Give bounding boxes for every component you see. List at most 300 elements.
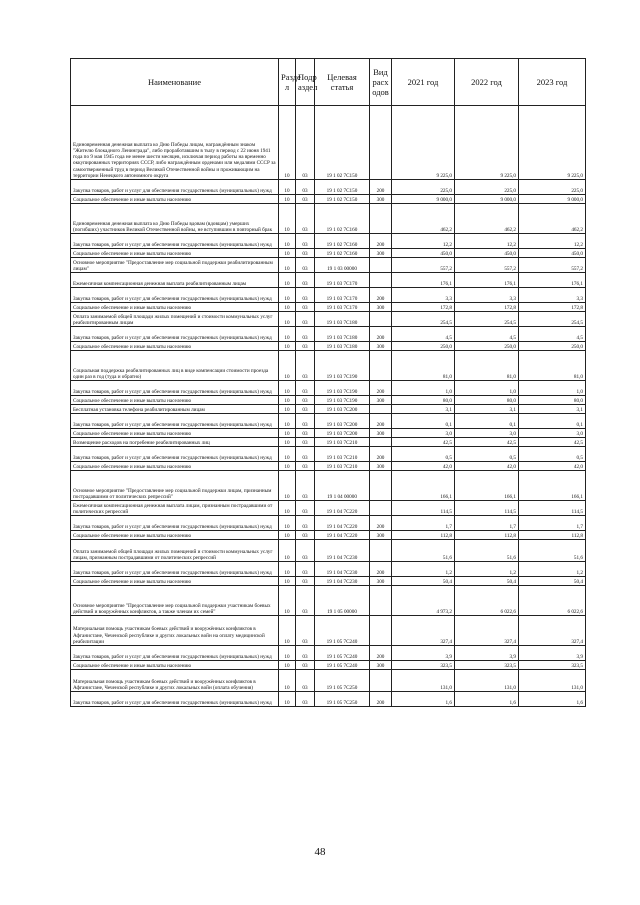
cell-article: 19 1 02 7С160 — [315, 204, 370, 234]
cell-2021: 1,0 — [392, 381, 455, 396]
cell-subsection: 03 — [296, 616, 315, 646]
header-kind: Вид расх одов — [370, 59, 392, 106]
cell-kind: 200 — [370, 414, 392, 429]
table-row — [71, 249, 586, 258]
cell-subsection: 03 — [296, 414, 315, 429]
cell-name: Закупка товаров, работ и услуг для обеспечения государственных (муниципальных) нужд — [71, 381, 279, 396]
cell-2022: 9 000,0 — [455, 195, 519, 204]
cell-name: Социальное обеспечение и иные выплаты населению — [71, 195, 279, 204]
cell-2023: 80,0 — [519, 396, 586, 405]
table-row — [71, 204, 586, 234]
cell-2023: 6 022,6 — [519, 586, 586, 616]
cell-article: 19 1 03 7С180 — [315, 327, 370, 342]
cell-subsection: 03 — [296, 234, 315, 249]
cell-subsection: 03 — [296, 327, 315, 342]
cell-section: 10 — [279, 327, 296, 342]
cell-subsection: 03 — [296, 516, 315, 531]
cell-name: Единовременная денежная выплата ко Дню Победы вдовам (вдовцам) умерших (погибших) участников Великой Отечественной войны, не вступившим в повторный брак — [71, 204, 279, 234]
page-number: 48 — [314, 846, 326, 858]
header-subsection: Подр аздел — [296, 59, 315, 106]
cell-name: Ежемесячная компенсационная денежная выплата лицам, признанным пострадавшими от политических репрессий — [71, 501, 279, 516]
cell-section: 10 — [279, 462, 296, 471]
cell-name: Социальное обеспечение и иные выплаты населению — [71, 531, 279, 540]
cell-article: 19 1 03 7С210 — [315, 462, 370, 471]
cell-section: 10 — [279, 429, 296, 438]
cell-2023: 9 225,0 — [519, 106, 586, 180]
cell-2023: 3,1 — [519, 405, 586, 414]
table-row — [71, 405, 586, 414]
cell-2022: 327,4 — [455, 616, 519, 646]
cell-section: 10 — [279, 180, 296, 195]
cell-article: 19 1 04 7С230 — [315, 562, 370, 577]
cell-2021: 327,4 — [392, 616, 455, 646]
cell-2021: 42,0 — [392, 462, 455, 471]
table-row — [71, 234, 586, 249]
cell-subsection: 03 — [296, 540, 315, 562]
cell-section: 10 — [279, 577, 296, 586]
cell-subsection: 03 — [296, 204, 315, 234]
cell-kind — [370, 106, 392, 180]
cell-section: 10 — [279, 540, 296, 562]
cell-2022: 1,7 — [455, 516, 519, 531]
table-row — [71, 414, 586, 429]
cell-section: 10 — [279, 670, 296, 692]
cell-section: 10 — [279, 273, 296, 288]
cell-section: 10 — [279, 501, 296, 516]
table-row — [71, 351, 586, 381]
cell-2021: 114,5 — [392, 501, 455, 516]
cell-2022: 166,1 — [455, 471, 519, 501]
cell-article: 19 1 05 00000 — [315, 586, 370, 616]
table-row — [71, 327, 586, 342]
cell-name: Социальное обеспечение и иные выплаты населению — [71, 303, 279, 312]
table-row — [71, 586, 586, 616]
cell-name: Основное мероприятие "Предоставление мер социальной поддержки лицам, признанным пострадавшими от политических репрессий" — [71, 471, 279, 501]
header-2023: 2023 год — [519, 59, 586, 106]
cell-subsection: 03 — [296, 180, 315, 195]
cell-subsection: 03 — [296, 661, 315, 670]
cell-section: 10 — [279, 616, 296, 646]
table-row — [71, 661, 586, 670]
cell-name: Бесплатная установка телефона реабилитированным лицам — [71, 405, 279, 414]
cell-subsection: 03 — [296, 429, 315, 438]
cell-article: 19 1 03 7С200 — [315, 414, 370, 429]
cell-2022: 42,0 — [455, 462, 519, 471]
cell-section: 10 — [279, 438, 296, 447]
cell-2022: 3,9 — [455, 646, 519, 661]
cell-subsection: 03 — [296, 562, 315, 577]
cell-2022: 51,6 — [455, 540, 519, 562]
cell-kind: 300 — [370, 462, 392, 471]
cell-section: 10 — [279, 471, 296, 501]
header-article: Целевая статья — [315, 59, 370, 106]
cell-2023: 1,7 — [519, 516, 586, 531]
cell-2023: 1,0 — [519, 381, 586, 396]
cell-section: 10 — [279, 562, 296, 577]
cell-article: 19 1 03 7С210 — [315, 438, 370, 447]
cell-2023: 225,0 — [519, 180, 586, 195]
cell-subsection: 03 — [296, 381, 315, 396]
cell-article: 19 1 03 7С180 — [315, 312, 370, 327]
cell-2022: 131,0 — [455, 670, 519, 692]
cell-2023: 327,4 — [519, 616, 586, 646]
cell-kind — [370, 471, 392, 501]
cell-article: 19 1 05 7С250 — [315, 692, 370, 707]
cell-section: 10 — [279, 106, 296, 180]
cell-name: Социальное обеспечение и иные выплаты населению — [71, 661, 279, 670]
cell-kind: 300 — [370, 249, 392, 258]
cell-subsection: 03 — [296, 405, 315, 414]
cell-2022: 3,1 — [455, 405, 519, 414]
cell-2022: 50,4 — [455, 577, 519, 586]
cell-2021: 9 000,0 — [392, 195, 455, 204]
cell-name: Социальное обеспечение и иные выплаты населению — [71, 396, 279, 405]
cell-name: Оплата занимаемой общей площади жилых помещений и стоимости коммунальных услуг лицам, признанным пострадавшими от политических репрессий — [71, 540, 279, 562]
cell-section: 10 — [279, 531, 296, 540]
cell-section: 10 — [279, 303, 296, 312]
cell-2023: 172,8 — [519, 303, 586, 312]
cell-article: 19 1 03 7С200 — [315, 405, 370, 414]
cell-2023: 0,1 — [519, 414, 586, 429]
cell-2021: 9 225,0 — [392, 106, 455, 180]
cell-2021: 3,9 — [392, 646, 455, 661]
cell-article: 19 1 03 7С190 — [315, 381, 370, 396]
cell-section: 10 — [279, 312, 296, 327]
cell-2021: 0,1 — [392, 414, 455, 429]
cell-2022: 225,0 — [455, 180, 519, 195]
cell-article: 19 1 03 00000 — [315, 258, 370, 273]
cell-subsection: 03 — [296, 501, 315, 516]
cell-name: Социальное обеспечение и иные выплаты населению — [71, 249, 279, 258]
cell-article: 19 1 05 7С250 — [315, 670, 370, 692]
cell-kind — [370, 501, 392, 516]
cell-kind: 200 — [370, 327, 392, 342]
cell-2021: 3,3 — [392, 288, 455, 303]
table-row — [71, 577, 586, 586]
cell-kind: 200 — [370, 562, 392, 577]
cell-name: Основное мероприятие "Предоставление мер социальной поддержки участникам боевых действий и вооружённых конфликтов, а также членам их семей" — [71, 586, 279, 616]
cell-2022: 4,5 — [455, 327, 519, 342]
cell-section: 10 — [279, 586, 296, 616]
cell-2022: 450,0 — [455, 249, 519, 258]
table-row — [71, 273, 586, 288]
cell-section: 10 — [279, 405, 296, 414]
table-row — [71, 670, 586, 692]
header-2021: 2021 год — [392, 59, 455, 106]
cell-2022: 6 022,6 — [455, 586, 519, 616]
table-row — [71, 312, 586, 327]
cell-kind: 300 — [370, 195, 392, 204]
cell-2022: 1,2 — [455, 562, 519, 577]
cell-2023: 323,5 — [519, 661, 586, 670]
cell-2022: 0,1 — [455, 414, 519, 429]
cell-section: 10 — [279, 342, 296, 351]
table-header-row — [71, 59, 586, 106]
cell-article: 19 1 05 7С240 — [315, 661, 370, 670]
cell-2023: 0,5 — [519, 447, 586, 462]
cell-name: Возмещение расходов на погребение реабилитированных лиц — [71, 438, 279, 447]
cell-2021: 50,4 — [392, 577, 455, 586]
cell-2022: 1,0 — [455, 381, 519, 396]
cell-subsection: 03 — [296, 303, 315, 312]
cell-article: 19 1 04 7С220 — [315, 516, 370, 531]
cell-article: 19 1 03 7С190 — [315, 351, 370, 381]
cell-subsection: 03 — [296, 312, 315, 327]
cell-section: 10 — [279, 396, 296, 405]
cell-2021: 1,2 — [392, 562, 455, 577]
cell-2022: 557,2 — [455, 258, 519, 273]
cell-name: Закупка товаров, работ и услуг для обеспечения государственных (муниципальных) нужд — [71, 414, 279, 429]
cell-2023: 557,2 — [519, 258, 586, 273]
cell-subsection: 03 — [296, 258, 315, 273]
cell-name: Закупка товаров, работ и услуг для обеспечения государственных (муниципальных) нужд — [71, 180, 279, 195]
cell-name: Основное мероприятие "Предоставление мер социальной поддержки реабилитированным лицам" — [71, 258, 279, 273]
cell-subsection: 03 — [296, 646, 315, 661]
cell-subsection: 03 — [296, 342, 315, 351]
table-row — [71, 562, 586, 577]
cell-2022: 12,2 — [455, 234, 519, 249]
table-row — [71, 288, 586, 303]
cell-2023: 3,9 — [519, 646, 586, 661]
cell-2021: 225,0 — [392, 180, 455, 195]
cell-name: Социальное обеспечение и иные выплаты населению — [71, 342, 279, 351]
table-row — [71, 692, 586, 707]
cell-article: 19 1 05 7С240 — [315, 646, 370, 661]
cell-article: 19 1 04 7С230 — [315, 540, 370, 562]
cell-section: 10 — [279, 204, 296, 234]
table-row — [71, 616, 586, 646]
cell-2022: 1,6 — [455, 692, 519, 707]
cell-subsection: 03 — [296, 106, 315, 180]
cell-2023: 131,0 — [519, 670, 586, 692]
cell-kind — [370, 540, 392, 562]
cell-kind — [370, 258, 392, 273]
cell-name: Закупка товаров, работ и услуг для обеспечения государственных (муниципальных) нужд — [71, 234, 279, 249]
cell-article: 19 1 03 7С190 — [315, 396, 370, 405]
cell-article: 19 1 02 7С160 — [315, 234, 370, 249]
cell-subsection: 03 — [296, 462, 315, 471]
cell-kind: 200 — [370, 692, 392, 707]
cell-kind: 300 — [370, 429, 392, 438]
cell-article: 19 1 03 7С210 — [315, 447, 370, 462]
table-row — [71, 646, 586, 661]
cell-name: Закупка товаров, работ и услуг для обеспечения государственных (муниципальных) нужд — [71, 327, 279, 342]
cell-subsection: 03 — [296, 586, 315, 616]
cell-subsection: 03 — [296, 438, 315, 447]
cell-subsection: 03 — [296, 577, 315, 586]
table-row — [71, 501, 586, 516]
cell-subsection: 03 — [296, 447, 315, 462]
table-row — [71, 447, 586, 462]
cell-2021: 4 973,2 — [392, 586, 455, 616]
cell-name: Социальное обеспечение и иные выплаты населению — [71, 462, 279, 471]
cell-2021: 166,1 — [392, 471, 455, 501]
table-row — [71, 396, 586, 405]
cell-2021: 176,1 — [392, 273, 455, 288]
cell-article: 19 1 03 7С170 — [315, 288, 370, 303]
cell-section: 10 — [279, 692, 296, 707]
cell-section: 10 — [279, 351, 296, 381]
cell-article: 19 1 02 7С150 — [315, 195, 370, 204]
cell-kind: 300 — [370, 661, 392, 670]
cell-name: Единовременная денежная выплата ко Дню Победы лицам, награждённым знаком "Жителю блокадного Ленинграда", либо проработавшим в тылу в период с 22 июня 1941 года по 9 мая 1945 года не менее шести месяцев, исключая период работы на временно оккупированных территориях СССР, либо награждённым орденами или медалями СССР за самоотверженный труд в период Великой Отечественной войны и проживающим на территории Ненецкого автономного округа — [71, 106, 279, 180]
table-row — [71, 471, 586, 501]
table-row — [71, 516, 586, 531]
cell-2021: 1,7 — [392, 516, 455, 531]
cell-kind: 200 — [370, 516, 392, 531]
cell-name: Закупка товаров, работ и услуг для обеспечения государственных (муниципальных) нужд — [71, 692, 279, 707]
cell-2021: 4,5 — [392, 327, 455, 342]
table-row — [71, 258, 586, 273]
header-section: Разде л — [279, 59, 296, 106]
cell-2023: 176,1 — [519, 273, 586, 288]
cell-2023: 81,0 — [519, 351, 586, 381]
cell-2023: 9 000,0 — [519, 195, 586, 204]
cell-2023: 114,5 — [519, 501, 586, 516]
cell-2021: 51,6 — [392, 540, 455, 562]
cell-section: 10 — [279, 234, 296, 249]
cell-kind: 300 — [370, 303, 392, 312]
cell-kind — [370, 586, 392, 616]
table-row — [71, 381, 586, 396]
cell-kind — [370, 312, 392, 327]
cell-section: 10 — [279, 661, 296, 670]
table-row — [71, 342, 586, 351]
cell-2021: 557,2 — [392, 258, 455, 273]
cell-kind: 300 — [370, 531, 392, 540]
cell-2022: 114,5 — [455, 501, 519, 516]
table-row — [71, 303, 586, 312]
cell-article: 19 1 05 7С240 — [315, 616, 370, 646]
cell-2021: 3,1 — [392, 405, 455, 414]
cell-kind — [370, 405, 392, 414]
cell-2021: 42,5 — [392, 438, 455, 447]
cell-kind — [370, 438, 392, 447]
cell-article: 19 1 02 7С160 — [315, 249, 370, 258]
table-row — [71, 531, 586, 540]
cell-article: 19 1 04 7С220 — [315, 501, 370, 516]
cell-kind: 200 — [370, 381, 392, 396]
cell-2021: 323,5 — [392, 661, 455, 670]
cell-name: Закупка товаров, работ и услуг для обеспечения государственных (муниципальных) нужд — [71, 562, 279, 577]
cell-name: Социальное обеспечение и иные выплаты населению — [71, 577, 279, 586]
cell-name: Закупка товаров, работ и услуг для обеспечения государственных (муниципальных) нужд — [71, 288, 279, 303]
table-row — [71, 106, 586, 180]
cell-subsection: 03 — [296, 692, 315, 707]
table-row — [71, 462, 586, 471]
budget-table — [70, 58, 586, 707]
cell-article: 19 1 04 7С230 — [315, 577, 370, 586]
cell-article: 19 1 03 7С200 — [315, 429, 370, 438]
cell-kind — [370, 670, 392, 692]
cell-kind: 200 — [370, 447, 392, 462]
cell-subsection: 03 — [296, 273, 315, 288]
cell-article: 19 1 03 7С180 — [315, 342, 370, 351]
cell-2021: 131,0 — [392, 670, 455, 692]
cell-name: Социальное обеспечение и иные выплаты населению — [71, 429, 279, 438]
cell-section: 10 — [279, 195, 296, 204]
cell-kind: 300 — [370, 577, 392, 586]
budget-table-page — [70, 58, 585, 707]
cell-2022: 462,2 — [455, 204, 519, 234]
cell-2023: 1,6 — [519, 692, 586, 707]
cell-2023: 462,2 — [519, 204, 586, 234]
cell-subsection: 03 — [296, 195, 315, 204]
cell-article: 19 1 04 00000 — [315, 471, 370, 501]
cell-2023: 250,0 — [519, 342, 586, 351]
cell-2021: 250,0 — [392, 342, 455, 351]
table-row — [71, 180, 586, 195]
cell-section: 10 — [279, 258, 296, 273]
cell-2022: 254,5 — [455, 312, 519, 327]
cell-2021: 112,8 — [392, 531, 455, 540]
cell-kind — [370, 616, 392, 646]
cell-name: Закупка товаров, работ и услуг для обеспечения государственных (муниципальных) нужд — [71, 646, 279, 661]
cell-2022: 3,0 — [455, 429, 519, 438]
cell-2022: 112,8 — [455, 531, 519, 540]
cell-2021: 450,0 — [392, 249, 455, 258]
cell-2022: 250,0 — [455, 342, 519, 351]
cell-2023: 3,0 — [519, 429, 586, 438]
cell-2022: 172,8 — [455, 303, 519, 312]
cell-2022: 81,0 — [455, 351, 519, 381]
cell-2023: 3,3 — [519, 288, 586, 303]
cell-2022: 176,1 — [455, 273, 519, 288]
cell-2022: 323,5 — [455, 661, 519, 670]
cell-name: Закупка товаров, работ и услуг для обеспечения государственных (муниципальных) нужд — [71, 447, 279, 462]
cell-kind: 200 — [370, 234, 392, 249]
cell-2022: 80,0 — [455, 396, 519, 405]
cell-subsection: 03 — [296, 288, 315, 303]
cell-2023: 166,1 — [519, 471, 586, 501]
cell-article: 19 1 02 7С150 — [315, 180, 370, 195]
cell-2023: 450,0 — [519, 249, 586, 258]
cell-2022: 3,3 — [455, 288, 519, 303]
cell-kind: 300 — [370, 396, 392, 405]
cell-subsection: 03 — [296, 351, 315, 381]
table-row — [71, 438, 586, 447]
cell-section: 10 — [279, 288, 296, 303]
cell-section: 10 — [279, 646, 296, 661]
cell-2022: 42,5 — [455, 438, 519, 447]
cell-section: 10 — [279, 516, 296, 531]
header-name: Наименование — [71, 59, 279, 106]
cell-2023: 42,5 — [519, 438, 586, 447]
table-body — [71, 106, 586, 707]
cell-subsection: 03 — [296, 249, 315, 258]
cell-2023: 50,4 — [519, 577, 586, 586]
cell-article: 19 1 03 7С170 — [315, 303, 370, 312]
cell-kind — [370, 273, 392, 288]
cell-kind: 200 — [370, 180, 392, 195]
header-2022: 2022 год — [455, 59, 519, 106]
cell-2022: 9 225,0 — [455, 106, 519, 180]
cell-article: 19 1 03 7С170 — [315, 273, 370, 288]
cell-2023: 51,6 — [519, 540, 586, 562]
cell-name: Материальная помощь участникам боевых действий и вооружённых конфликтов в Афганистане, Чеченской республике и других локальных войн на оплату медицинской реабилитации — [71, 616, 279, 646]
cell-subsection: 03 — [296, 670, 315, 692]
cell-2023: 112,8 — [519, 531, 586, 540]
cell-name: Закупка товаров, работ и услуг для обеспечения государственных (муниципальных) нужд — [71, 516, 279, 531]
cell-2021: 12,2 — [392, 234, 455, 249]
cell-2021: 254,5 — [392, 312, 455, 327]
cell-section: 10 — [279, 249, 296, 258]
table-row — [71, 195, 586, 204]
cell-name: Ежемесячная компенсационная денежная выплата реабилитированным лицам — [71, 273, 279, 288]
cell-2022: 0,5 — [455, 447, 519, 462]
cell-kind: 300 — [370, 342, 392, 351]
cell-kind — [370, 351, 392, 381]
